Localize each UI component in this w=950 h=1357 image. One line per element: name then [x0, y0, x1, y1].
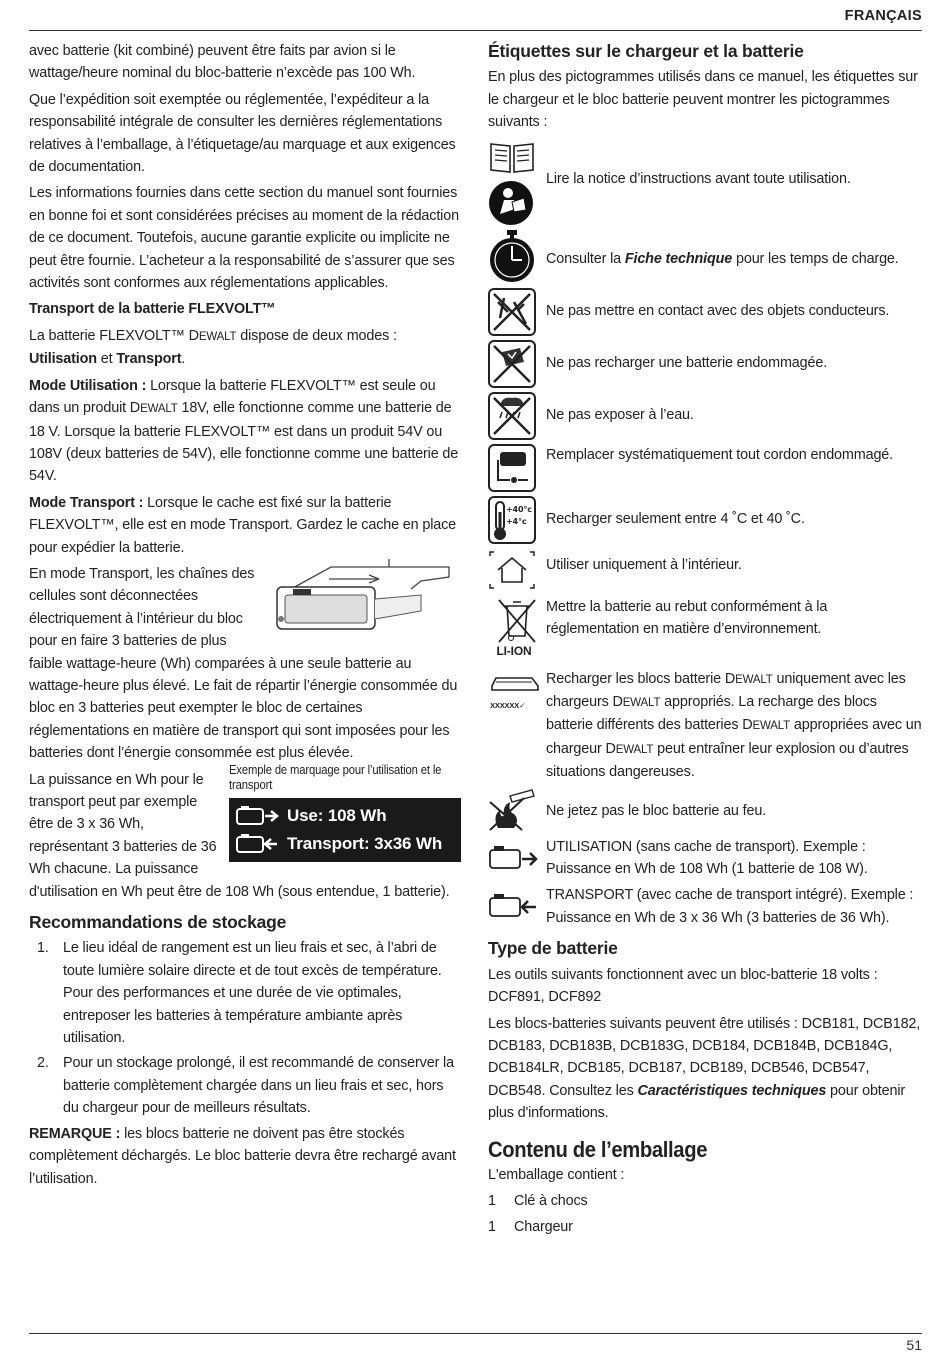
pictogram-row — [488, 340, 924, 388]
marking-label — [229, 798, 461, 862]
pictogram-row — [488, 596, 924, 658]
pictogram-text: Consulter la Fiche technique pour les temps de charge. — [546, 250, 899, 267]
pictogram-row — [488, 788, 924, 832]
list-item: 1. Le lieu idéal de rangement est un lieu frais et sec, à l’abri de toute lumière solaire directe et de tout excès de température. Pour des performances et une durée de vie optimales, entreposer les batteries à température ambiante après utilisation. — [37, 940, 442, 1047]
transport-mode-icon — [235, 833, 279, 855]
header-rule — [29, 30, 922, 31]
pictogram-text: Recharger seulement entre 4 ˚C et 40 ˚C. — [546, 510, 805, 527]
no-damaged-battery-icon — [488, 340, 536, 388]
paragraph: Que l’expédition soit exemptée ou réglementée, l’expéditeur a la responsabilité intégrale de consulter les dernières réglementations relatives à l’emballage, à l’étiquetage/au marquage et aux exigences de documentation. — [29, 91, 456, 176]
paragraph: La batterie FLEXVOLT™ DEWALT dispose de deux modes : Utilisation et Transport. — [29, 327, 397, 368]
language-label: FRANÇAIS — [844, 8, 922, 24]
list-item: 2. Pour un stockage prolongé, il est recommandé de conserver la batterie complètement chargée dans un lieu frais et sec, hors du chargeur pour de meilleurs résultats. — [37, 1055, 454, 1117]
pictogram-row — [488, 140, 924, 226]
pictogram-text: Utiliser uniquement à l’intérieur. — [546, 556, 742, 573]
left-column — [29, 40, 461, 1194]
storage-heading: Recommandations de stockage — [29, 912, 287, 933]
pictogram-row — [488, 444, 924, 492]
marking-transport-text: Transport: 3x36 Wh — [287, 833, 443, 853]
paragraph: En mode Transport, les chaînes des cellules sont déconnectées électriquement à l’intérieur du bloc pour en faire 3 batteries de plus faible wattage-heure (Wh) comparées à une seule batterie au wattage-heure plus élevé. Le fait de répartir l’énergie consommée du bloc en 3 batteries peut exempter le bloc de certaines réglementations en matière de transport qui sont imposées pour les batteries dont l’énergie consommée est plus élevée. — [29, 565, 458, 762]
footer-rule — [29, 1333, 922, 1334]
list-item: 1 Clé à chocs — [488, 1193, 588, 1210]
package-contents-heading: Contenu de l’emballage — [488, 1136, 708, 1162]
use-mode-icon — [235, 805, 279, 827]
storage-list — [37, 937, 461, 1119]
paragraph: La puissance en Wh pour le transport peut par exemple être de 3 x 36 Wh, représentant 3 batteries de 36 Wh chacune. La puissance d'utilisation en Wh peut être de 108 Wh (sous entendue, 1 batterie). — [29, 771, 450, 900]
pictogram-text: Remplacer systématiquement tout cordon endommagé. — [546, 446, 893, 463]
pictogram-row — [488, 668, 924, 784]
paragraph: Les outils suivants fonctionnent avec un bloc-batterie 18 volts : DCF891, DCF892 — [488, 966, 878, 1006]
temp-low-label: +4°c — [506, 516, 527, 526]
paragraph: REMARQUE : les blocs batterie ne doivent pas être stockés complètement déchargés. Le bloc batterie devra être rechargé avant l’utilisation. — [29, 1125, 456, 1187]
use-mode-icon — [488, 844, 538, 872]
no-conductive-objects-icon — [488, 288, 536, 336]
dewalt-charger-only-icon — [488, 672, 542, 702]
pictogram-text: Ne jetez pas le bloc batterie au feu. — [546, 802, 767, 819]
paragraph: avec batterie (kit combiné) peuvent être faits par avion si le wattage/heure nominal du bloc-batterie n’excède pas 100 Wh. — [29, 43, 416, 82]
marking-example — [229, 763, 461, 862]
pictogram-text: Ne pas exposer à l’eau. — [546, 406, 694, 423]
flexvolt-heading: Transport de la batterie FLEXVOLT™ — [29, 301, 276, 318]
labels-heading: Étiquettes sur le chargeur et la batterie — [488, 41, 804, 61]
paragraph: En plus des pictogrammes utilisés dans ce manuel, les étiquettes sur le chargeur et le bloc batterie peuvent montrer les pictogrammes suivants : — [488, 69, 918, 131]
battery-transport-cap-illustration — [271, 559, 461, 631]
no-water-icon — [488, 392, 536, 440]
marking-use-text: Use: 108 Wh — [287, 805, 387, 825]
pictogram-text: Recharger les blocs batterie DEWALT uniquement avec les chargeurs DEWALT appropriés. La recharge des blocs batterie différents des batteries DEWALT appropriées avec un chargeur DEWALT peut entraîner leur explosion ou d’autres situations dangereuses. — [546, 670, 922, 781]
pictogram-row — [488, 392, 924, 440]
paragraph: Les blocs-batteries suivants peuvent être utilisés : DCB181, DCB182, DCB183, DCB183B, DCB183G, DCB184, DCB184B, DCB184G, DCB184LR, DCB185, DCB187, DCB189, DCB546, DCB547, DCB548. Consultez les Caractéristiques techniques pour obtenir plus d'informations. — [488, 1015, 921, 1122]
indoor-only-icon — [488, 550, 536, 590]
replace-cord-icon — [488, 444, 536, 492]
battery-type-heading: Type de batterie — [488, 938, 618, 959]
temp-high-label: +40°c — [506, 504, 532, 514]
book-icon — [488, 140, 536, 176]
pictogram-text: UTILISATION (sans cache de transport). Exemple : Puissance en Wh de 108 Wh (1 batterie de 108 W). — [546, 838, 868, 878]
pictogram-text: Ne pas mettre en contact avec des objets conducteurs. — [546, 302, 890, 319]
recycle-bin-crossed-icon — [497, 596, 537, 644]
pictogram-row — [488, 288, 924, 336]
pictogram-row — [488, 550, 924, 590]
pictogram-text: Mettre la batterie au rebut conformément à la réglementation en matière d’environnement. — [546, 598, 828, 638]
read-manual-icon — [488, 180, 534, 226]
list-item: 1 Chargeur — [488, 1218, 573, 1235]
right-column — [488, 40, 924, 1238]
no-fire-icon — [488, 788, 538, 832]
pictogram-row — [488, 836, 924, 881]
paragraph: Mode Transport : Lorsque le cache est fixé sur la batterie FLEXVOLT™, elle est en mode Transport. Gardez le cache en place pour expédier la batterie. — [29, 494, 457, 556]
li-ion-label: LI-ION — [496, 643, 532, 658]
pictogram-text: Ne pas recharger une batterie endommagée. — [546, 354, 828, 371]
temperature-range-icon — [488, 496, 536, 544]
charger-code-label: XXXXXX✓ — [490, 700, 526, 710]
pictogram-row — [488, 884, 924, 929]
page-number: 51 — [906, 1337, 922, 1353]
marking-caption: Exemple de marquage pour l’utilisation et le transport — [229, 762, 442, 792]
pictogram-text: TRANSPORT (avec cache de transport intégré). Exemple : Puissance en Wh de 3 x 36 Wh (3 batteries de 36 Wh). — [546, 887, 914, 926]
paragraph: Mode Utilisation : Lorsque la batterie FLEXVOLT™ est seule ou dans un produit DEWALT 18V, elle fonctionne comme une batterie de 18 V. Lorsque la batterie FLEXVOLT™ est dans un produit 54V ou 108V (deux batteries de 54V), elle fonctionne comme une batterie de 54V. — [29, 377, 459, 485]
pictogram-text: Lire la notice d’instructions avant toute utilisation. — [546, 170, 851, 187]
transport-mode-icon — [488, 892, 538, 920]
paragraph: L'emballage contient : — [488, 1166, 625, 1183]
paragraph: Les informations fournies dans cette section du manuel sont fournies en bonne foi et sont considérées précises au moment de la rédaction de ce document. Toutefois, aucune garantie explicite ou implicite ne peut être fournie. L’acheteur a la responsabilité de s’assurer que ses activités sont conformes aux réglementations applicables. — [29, 185, 459, 292]
pictogram-row — [488, 496, 924, 544]
pictogram-row — [488, 230, 924, 284]
stopwatch-icon — [488, 230, 536, 284]
